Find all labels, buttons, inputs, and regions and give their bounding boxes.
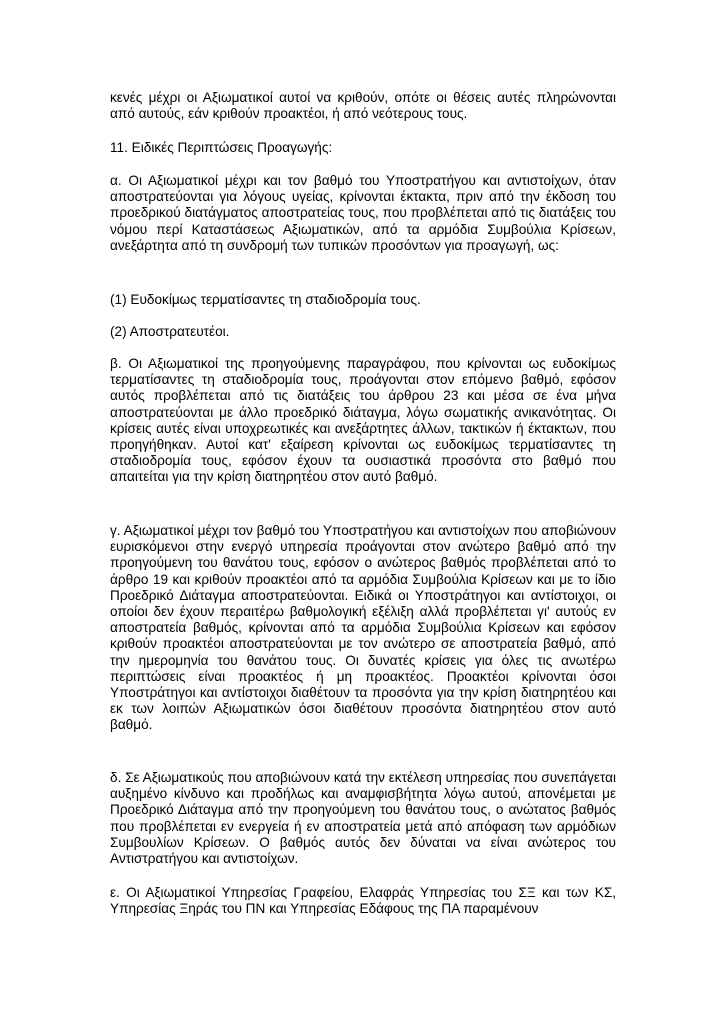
paragraph-alpha: α. Οι Αξιωματικοί μέχρι και τον βαθμό του Υποστρατήγου και αντιστοίχων, όταν αποστρατεύονται για λόγους υγείας, κρίνονται έκτακτα, πριν από την έκδοση του προεδρικού διατάγματος αποστρατείας τους, που προβλέπεται από τις διατάξεις του νόμου περί Καταστάσεως Αξιωματικών, από τα αρμόδια Συμβούλια Κρίσεων, ανεξάρτητα από τη συνδρομή των τυπικών προσόντων για προαγωγή, ως: xyxy=(110,173,616,253)
list-item-2: (2) Αποστρατευτέοι. xyxy=(110,324,230,339)
paragraph-intro: κενές μέχρι οι Αξιωματικοί αυτοί να κριθούν, οπότε οι θέσεις αυτές πληρώνονται από αυτούς, εάν κριθούν προακτέοι, ή από νεότερους τους. xyxy=(110,90,616,122)
list-item-1: (1) Ευδοκίμως τερματίσαντες τη σταδιοδρομία τους. xyxy=(110,292,421,307)
paragraph-epsilon: ε. Οι Αξιωματικοί Υπηρεσίας Γραφείου, Ελαφράς Υπηρεσίας του ΣΞ και των ΚΣ, Υπηρεσίας Ξηράς του ΠΝ και Υπηρεσίας Εδάφους της ΠΑ παραμένουν xyxy=(110,885,616,917)
paragraph-gamma: γ. Αξιωματικοί μέχρι τον βαθμό του Υποστρατήγου και αντιστοίχων που αποβιώνουν ευρισκόμενοι στην ενεργό υπηρεσία προάγονται στον ανώτερο βαθμό από την προηγούμενη του θανάτου τους, εφόσον ο ανώτερος βαθμός προβλέπεται από το άρθρο 19 και κριθούν προακτέοι από τα αρμόδια Συμβούλια Κρίσεων και με το ίδιο Προεδρικό Διάταγμα αποστρατεύονται. Ειδικά οι Υποστράτηγοι και αντίστοιχοι, οι οποίοι δεν έχουν περαιτέρω βαθμολογική εξέλιξη αλλά προβλέπεται γι' αυτούς εν αποστρατεία βαθμός, κρίνονται από τα αρμόδια Συμβούλια Κρίσεων και εφόσον κριθούν προακτέοι αποστρατεύονται με τον ανώτερο σε αποστρατεία βαθμό, από την ημερομηνία του θανάτου τους. Οι δυνατές κρίσεις για όλες τις ανωτέρω περιπτώσεις είναι προακτέος ή μη προακτέος. Προακτέοι κρίνονται όσοι Υποστράτηγοι και αντίστοιχοι διαθέτουν τα προσόντα για την κρίση διατηρητέου και εκ των λοιπών Αξιωματικών όσοι διαθέτουν προσόντα διατηρητέου στον αυτό βαθμό. xyxy=(110,523,616,733)
paragraph-delta: δ. Σε Αξιωματικούς που αποβιώνουν κατά την εκτέλεση υπηρεσίας που συνεπάγεται αυξημένο κίνδυνο και προδήλως και αναμφισβήτητα λόγω αυτού, απονέμεται με Προεδρικό Διάταγμα από την προηγούμενη του θανάτου τους, ο ανώτατος βαθμός που προβλέπεται εν ενεργεία ή εν αποστρατεία μετά από απόφαση των αρμόδιων Συμβουλίων Κρίσεων. Ο βαθμός αυτός δεν δύναται να είναι ανώτερος του Αντιστρατήγου και αντιστοίχων. xyxy=(110,770,616,867)
paragraph-beta: β. Οι Αξιωματικοί της προηγούμενης παραγράφου, που κρίνονται ως ευδοκίμως τερματίσαντες τη σταδιοδρομία τους, προάγονται στον επόμενο βαθμό, εφόσον αυτός προβλέπεται από τις διατάξεις του άρθρου 23 και μέσα σε ένα μήνα αποστρατεύονται με άλλο προεδρικό διάταγμα, λόγω σωματικής ανικανότητας. Οι κρίσεις αυτές είναι υποχρεωτικές και ανεξάρτητες άλλων, τακτικών ή έκτακτων, που προηγήθηκαν. Αυτοί κατ' εξαίρεση κρίνονται ως ευδοκίμως τερματίσαντες τη σταδιοδρομία τους, εφόσον έχουν τα ουσιαστικά προσόντα στο βαθμό που απαιτείται για την κρίση διατηρητέου στον αυτό βαθμό. xyxy=(110,356,616,485)
section-heading-11: 11. Ειδικές Περιπτώσεις Προαγωγής: xyxy=(110,140,333,155)
